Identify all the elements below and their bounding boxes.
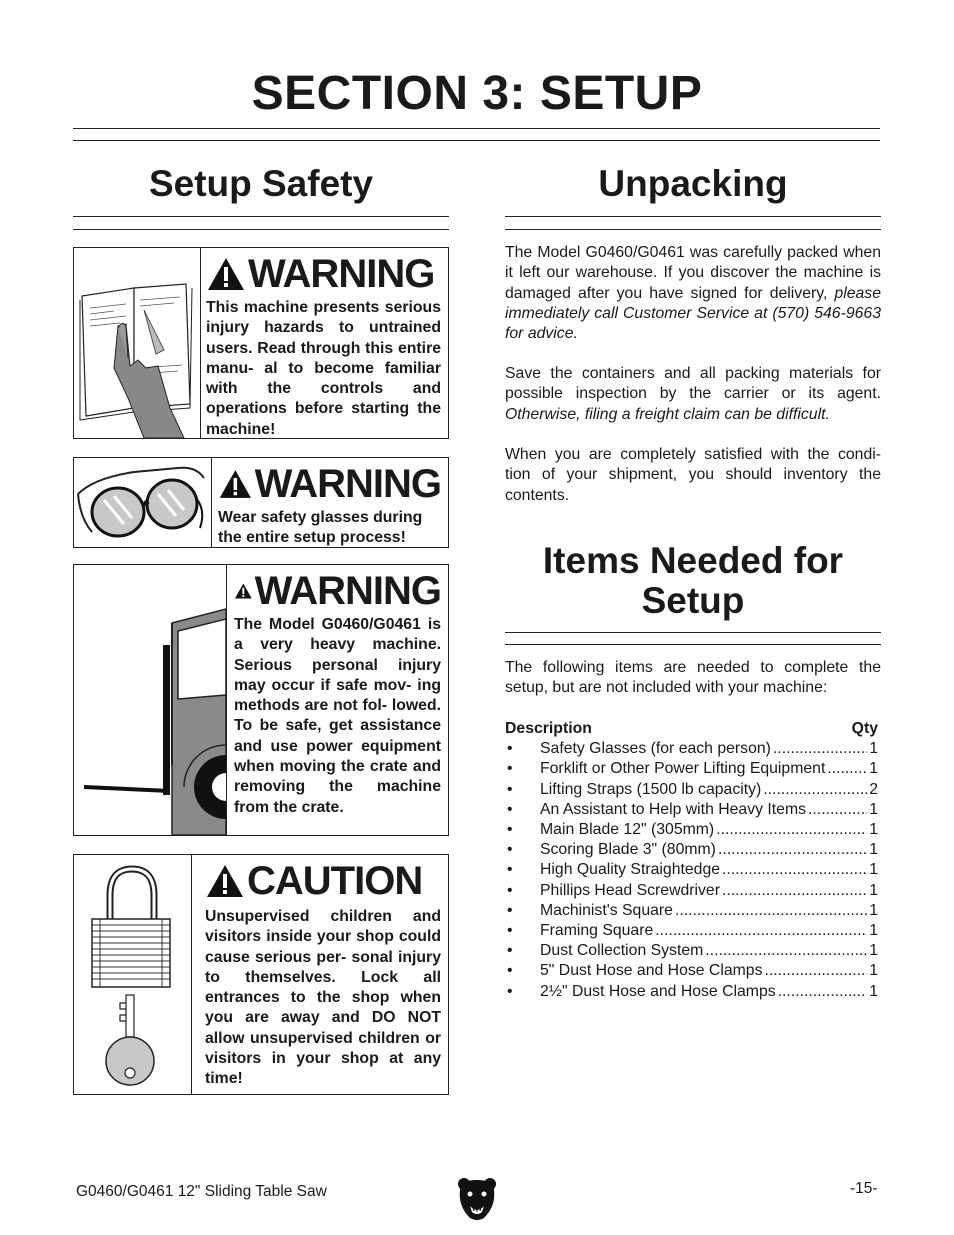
warning-signal-3: WARNING (234, 571, 441, 611)
bullet: • (507, 780, 513, 798)
list-item (505, 840, 878, 860)
item-name: Safety Glasses (for each person) (540, 740, 771, 758)
warning-signal-2: WARNING (218, 464, 441, 504)
item-qty: 1 (869, 881, 878, 899)
item-name: Machinist's Square (540, 901, 673, 919)
bullet: • (507, 982, 513, 1000)
bear-head-logo (456, 1176, 498, 1227)
item-qty: 1 (869, 800, 878, 818)
item-qty: 1 (869, 962, 878, 980)
item-name: Forklift or Other Power Lifting Equipment (540, 760, 826, 778)
item-name: High Quality Straightedge (540, 861, 721, 879)
item-qty: 1 (869, 861, 878, 879)
warning-triangle-icon (205, 863, 245, 899)
bullet: • (507, 740, 513, 758)
leader-dots (722, 860, 867, 880)
list-item (505, 759, 878, 779)
bullet: • (507, 962, 513, 980)
bullet: • (507, 760, 513, 778)
items-rule-top (505, 632, 881, 633)
leader-dots (655, 921, 867, 941)
item-name: Main Blade 12" (305mm) (540, 821, 715, 839)
item-name: Phillips Head Screwdriver (540, 881, 720, 899)
items-needed-heading: Items Needed for Setup (542, 540, 844, 621)
safety-glasses-icon (74, 458, 212, 547)
caution-signal: CAUTION (205, 861, 441, 901)
warning-signal-1: WARNING (206, 254, 441, 294)
leader-dots (773, 739, 867, 759)
caution-text-lock: Unsupervised children and visitors inside your shop could cause serious per- sonal injury to themselves. Lock all entrances to the shop when you are away and DO NOT allow unsupervised children or visitors in your shop at any time! (205, 908, 441, 1088)
item-name: Framing Square (540, 922, 654, 940)
title-rule-bottom (73, 140, 880, 141)
unpacking-rule-top (505, 216, 881, 217)
list-item (505, 961, 878, 981)
unpacking-rule-bottom (505, 229, 881, 230)
item-qty: 1 (869, 841, 878, 859)
item-name: An Assistant to Help with Heavy Items (540, 800, 807, 818)
leader-dots (722, 881, 867, 901)
leader-dots (827, 759, 867, 779)
unpacking-paragraph-3: When you are completely satisfied with the condi- tion of your shipment, you should inventory the contents. (505, 446, 881, 504)
leader-dots (716, 820, 867, 840)
leader-dots (763, 780, 867, 800)
warning-text-forklift: The Model G0460/G0461 is a very heavy machine. Serious personal injury may occur if safe mov- ing methods are not fol- lowed. To be safe, get assistance and use power equipment when moving the crate and removing the machine from the crate. (234, 616, 441, 816)
bullet: • (507, 942, 513, 960)
list-item (505, 881, 878, 901)
setup-safety-rule-top (73, 216, 449, 217)
padlock-key-icon (74, 855, 192, 1094)
bullet: • (507, 901, 513, 919)
caution-box-lock (73, 854, 449, 1095)
leader-dots (778, 982, 868, 1002)
items-rule-bottom (505, 644, 881, 645)
unpacking-paragraph-2: Save the containers and all packing materials for possible inspection by the carrier or its agent. Otherwise, filing a freight claim can be difficult. (505, 365, 881, 423)
item-name: Scoring Blade 3" (80mm) (540, 841, 716, 859)
bullet: • (507, 841, 513, 859)
col-description: Description (505, 720, 592, 737)
bullet: • (507, 881, 513, 899)
list-item (505, 780, 878, 800)
list-item (505, 982, 878, 1002)
leader-dots (675, 901, 867, 921)
col-qty: Qty (851, 720, 878, 737)
item-name: 2½" Dust Hose and Hose Clamps (540, 982, 776, 1000)
unpacking-heading: Unpacking (598, 163, 788, 204)
list-item (505, 941, 878, 961)
section-title: SECTION 3: SETUP (251, 67, 703, 120)
setup-safety-rule-bottom (73, 229, 449, 230)
forklift-icon (74, 565, 227, 835)
list-item (505, 860, 878, 880)
manual-reading-icon (74, 248, 201, 438)
warning-triangle-icon (206, 256, 246, 292)
item-name: Dust Collection System (540, 942, 704, 960)
item-qty: 1 (869, 901, 878, 919)
leader-dots (808, 800, 867, 820)
warning-box-forklift (73, 564, 449, 836)
setup-safety-heading: Setup Safety (148, 163, 374, 204)
warning-triangle-icon (218, 466, 253, 502)
leader-dots (764, 961, 867, 981)
item-qty: 1 (869, 982, 878, 1000)
list-item (505, 921, 878, 941)
unpacking-paragraph-1: The Model G0460/G0461 was carefully packed when it left our warehouse. If you discover the machine is damaged after you have signed for delivery, please immediately call Customer Service at (570) 546-9663 for advice. (505, 244, 881, 343)
items-list (505, 719, 878, 1002)
title-rule-top (73, 128, 880, 129)
bullet: • (507, 821, 513, 839)
item-qty: 1 (869, 922, 878, 940)
list-item (505, 820, 878, 840)
item-qty: 1 (869, 821, 878, 839)
footer-model: G0460/G0461 12" Sliding Table Saw (76, 1183, 327, 1200)
item-name: 5" Dust Hose and Hose Clamps (540, 962, 763, 980)
item-qty: 1 (869, 942, 878, 960)
bullet: • (507, 800, 513, 818)
list-item (505, 739, 878, 759)
bullet: • (507, 922, 513, 940)
item-qty: 2 (869, 780, 878, 798)
warning-box-glasses (73, 457, 449, 548)
warning-text-manual: This machine presents serious injury hazards to untrained users. Read through this entire manu- al to become familiar with the controls and operations before starting the machine! (206, 299, 441, 438)
bullet: • (507, 861, 513, 879)
item-qty: 1 (869, 740, 878, 758)
footer-page-number: -15- (850, 1180, 878, 1197)
leader-dots (705, 941, 867, 961)
warning-triangle-icon (234, 573, 253, 609)
warning-text-glasses: Wear safety glasses during the entire setup process! (218, 509, 423, 547)
list-item (505, 901, 878, 921)
leader-dots (718, 840, 867, 860)
warning-box-manual (73, 247, 449, 439)
items-list-header (505, 719, 878, 739)
items-intro: The following items are needed to complete the setup, but are not included with your machine: (505, 659, 881, 697)
item-name: Lifting Straps (1500 lb capacity) (540, 780, 762, 798)
list-item (505, 800, 878, 820)
item-qty: 1 (869, 760, 878, 778)
